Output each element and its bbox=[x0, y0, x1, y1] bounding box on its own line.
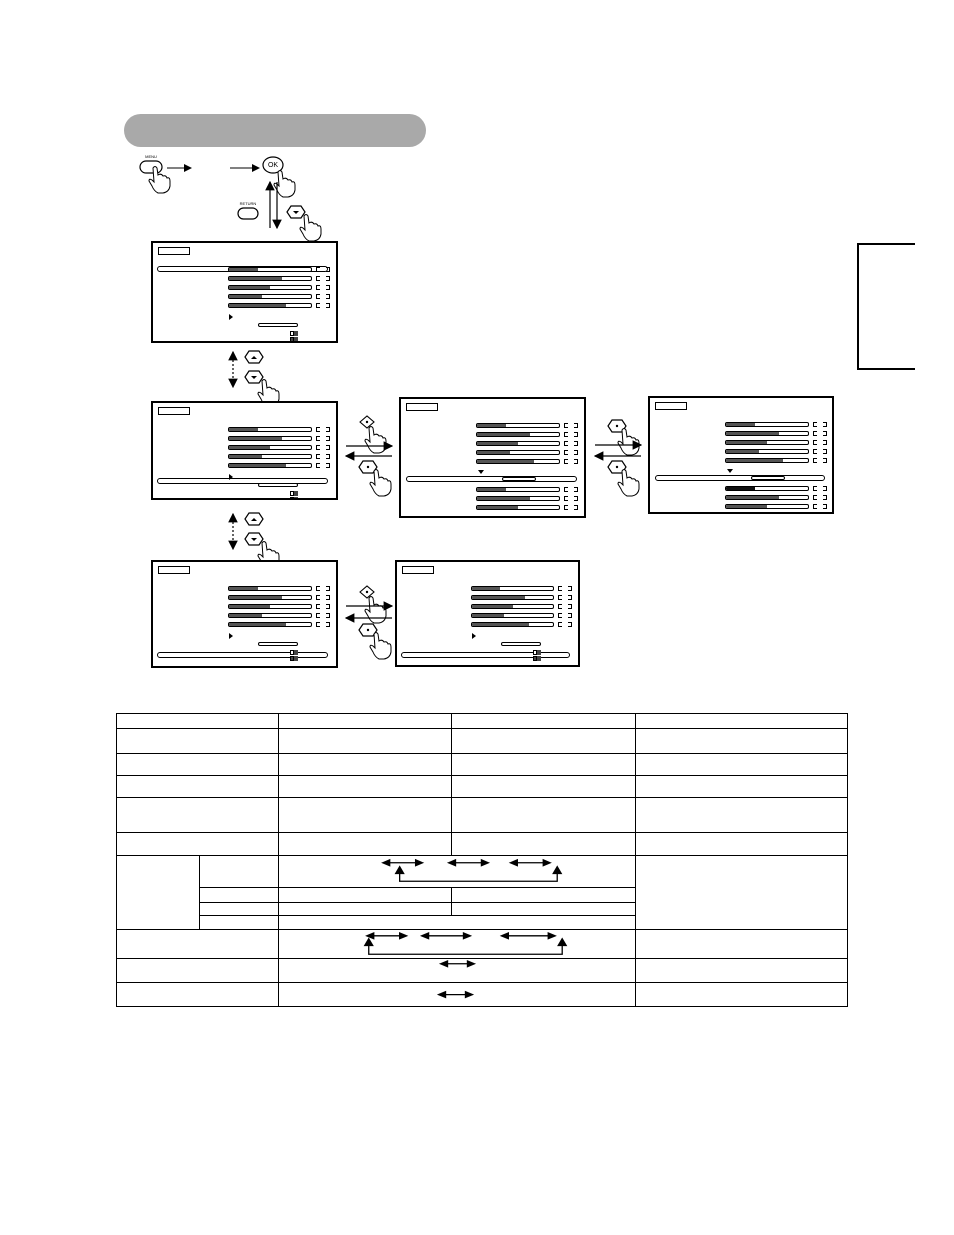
osd-bracket bbox=[813, 440, 817, 445]
table-row bbox=[117, 929, 848, 958]
osd-slider bbox=[228, 445, 312, 450]
right-arrow-icon bbox=[472, 633, 476, 639]
left-button[interactable] bbox=[359, 624, 391, 659]
cycle-arrows bbox=[279, 930, 635, 958]
osd-toggle bbox=[290, 331, 298, 336]
osd-title-tag bbox=[158, 247, 190, 255]
osd-bracket bbox=[823, 431, 827, 436]
osd-title-tag bbox=[402, 566, 434, 574]
table-cell bbox=[279, 729, 452, 754]
osd-button bbox=[751, 476, 785, 480]
table-cell bbox=[117, 798, 279, 833]
osd-slider bbox=[476, 459, 560, 464]
hand-pointer-icon bbox=[365, 597, 386, 624]
osd-slider bbox=[228, 586, 312, 591]
left-button-icon bbox=[367, 466, 369, 468]
up-button[interactable] bbox=[245, 351, 263, 363]
table-cell bbox=[117, 982, 279, 1006]
table-cell bbox=[636, 729, 848, 754]
osd-bracket bbox=[823, 504, 827, 509]
osd-bracket bbox=[568, 595, 572, 600]
osd-toggle bbox=[290, 337, 298, 342]
table-cell bbox=[279, 714, 452, 729]
osd-button bbox=[258, 642, 298, 646]
table-row bbox=[117, 714, 848, 729]
table-cell bbox=[117, 958, 279, 982]
cycle-arrows bbox=[279, 856, 635, 886]
table-row bbox=[117, 982, 848, 1006]
left-button-icon bbox=[367, 629, 369, 631]
osd-bracket bbox=[564, 432, 568, 437]
osd-bracket bbox=[326, 454, 330, 459]
osd-bracket bbox=[326, 267, 330, 272]
osd-bracket bbox=[574, 432, 578, 437]
osd-menu-1 bbox=[151, 241, 338, 343]
osd-slider bbox=[476, 496, 560, 501]
osd-bracket bbox=[574, 505, 578, 510]
table-cell bbox=[200, 856, 279, 887]
table-cell bbox=[452, 776, 636, 798]
table-cell bbox=[117, 714, 279, 729]
osd-highlight bbox=[406, 476, 577, 482]
table-cell bbox=[452, 714, 636, 729]
table-row bbox=[117, 958, 848, 982]
osd-slider bbox=[725, 495, 809, 500]
left-button[interactable] bbox=[359, 461, 391, 496]
osd-bracket bbox=[823, 440, 827, 445]
table-row bbox=[117, 833, 848, 856]
hand-pointer-icon bbox=[365, 427, 386, 454]
osd-bracket bbox=[558, 586, 562, 591]
table-cell bbox=[636, 856, 848, 929]
osd-bracket bbox=[574, 450, 578, 455]
table-cell bbox=[200, 915, 279, 929]
table-cell bbox=[279, 915, 636, 929]
osd-toggle bbox=[290, 650, 298, 655]
table-cell bbox=[452, 902, 636, 915]
osd-bracket bbox=[316, 445, 320, 450]
osd-title-tag bbox=[655, 402, 687, 410]
table-cell bbox=[279, 856, 636, 887]
left-button[interactable] bbox=[608, 461, 639, 496]
osd-bracket bbox=[564, 459, 568, 464]
osd-slider bbox=[476, 441, 560, 446]
osd-bracket bbox=[326, 622, 330, 627]
table-cell bbox=[279, 754, 452, 776]
table-cell bbox=[279, 776, 452, 798]
right-arrow-icon bbox=[229, 633, 233, 639]
osd-bracket bbox=[558, 622, 562, 627]
osd-bracket bbox=[564, 450, 568, 455]
osd-bracket bbox=[574, 496, 578, 501]
osd-bracket bbox=[813, 504, 817, 509]
table-cell bbox=[117, 754, 279, 776]
osd-slider bbox=[228, 613, 312, 618]
osd-bracket bbox=[823, 458, 827, 463]
osd-slider bbox=[725, 422, 809, 427]
table-cell bbox=[279, 929, 636, 958]
osd-bracket bbox=[568, 622, 572, 627]
return-button[interactable] bbox=[238, 201, 258, 219]
osd-bracket bbox=[326, 586, 330, 591]
table-cell bbox=[117, 776, 279, 798]
osd-slider bbox=[228, 463, 312, 468]
osd-slider bbox=[476, 423, 560, 428]
osd-toggle bbox=[290, 497, 298, 500]
table-cell bbox=[636, 714, 848, 729]
osd-bracket bbox=[326, 276, 330, 281]
osd-bracket bbox=[558, 595, 562, 600]
table-cell bbox=[452, 754, 636, 776]
osd-toggle bbox=[533, 656, 541, 661]
osd-highlight bbox=[401, 652, 570, 658]
table-cell bbox=[279, 887, 452, 902]
osd-toggle bbox=[290, 491, 298, 496]
table-cell bbox=[117, 856, 200, 929]
osd-bracket bbox=[574, 459, 578, 464]
osd-slider bbox=[228, 303, 312, 308]
osd-bracket bbox=[316, 622, 320, 627]
table-cell bbox=[636, 929, 848, 958]
table-cell bbox=[636, 776, 848, 798]
osd-bracket bbox=[316, 463, 320, 468]
right-button[interactable] bbox=[360, 416, 386, 453]
osd-bracket bbox=[316, 276, 320, 281]
osd-bracket bbox=[823, 422, 827, 427]
osd-bracket bbox=[558, 613, 562, 618]
osd-slider bbox=[228, 285, 312, 290]
osd-slider bbox=[228, 436, 312, 441]
down-button[interactable] bbox=[287, 206, 321, 241]
osd-slider bbox=[228, 604, 312, 609]
osd-button bbox=[501, 642, 541, 646]
osd-slider bbox=[228, 454, 312, 459]
table-cell bbox=[452, 798, 636, 833]
osd-menu-3 bbox=[399, 397, 586, 518]
osd-title-tag bbox=[158, 407, 190, 415]
osd-bracket bbox=[326, 303, 330, 308]
table-cell bbox=[452, 729, 636, 754]
osd-slider bbox=[476, 432, 560, 437]
osd-bracket bbox=[564, 487, 568, 492]
table-cell bbox=[636, 833, 848, 856]
osd-bracket bbox=[326, 436, 330, 441]
osd-highlight bbox=[655, 475, 825, 481]
osd-bracket bbox=[813, 495, 817, 500]
hand-pointer-icon bbox=[300, 215, 321, 242]
osd-bracket bbox=[316, 303, 320, 308]
osd-bracket bbox=[823, 449, 827, 454]
table-cell bbox=[279, 833, 452, 856]
osd-bracket bbox=[568, 613, 572, 618]
osd-bracket bbox=[568, 604, 572, 609]
osd-bracket bbox=[326, 463, 330, 468]
osd-menu-2 bbox=[151, 401, 338, 500]
up-button[interactable] bbox=[245, 513, 263, 525]
table-cell bbox=[200, 902, 279, 915]
osd-bracket bbox=[564, 441, 568, 446]
menu-button-label: MENU bbox=[145, 154, 157, 159]
osd-slider bbox=[228, 294, 312, 299]
table-cell bbox=[452, 887, 636, 902]
osd-slider bbox=[725, 449, 809, 454]
osd-bracket bbox=[316, 604, 320, 609]
osd-bracket bbox=[813, 422, 817, 427]
osd-bracket bbox=[574, 423, 578, 428]
down-arrow-icon bbox=[478, 470, 484, 474]
osd-slider bbox=[476, 450, 560, 455]
osd-bracket bbox=[823, 486, 827, 491]
osd-bracket bbox=[568, 586, 572, 591]
osd-slider bbox=[725, 504, 809, 509]
ok-button[interactable] bbox=[263, 157, 295, 197]
osd-bracket bbox=[316, 267, 320, 272]
osd-menu-5 bbox=[151, 560, 338, 668]
settings-table bbox=[116, 713, 848, 1007]
osd-bracket bbox=[823, 495, 827, 500]
osd-slider bbox=[471, 613, 554, 618]
osd-bracket bbox=[326, 294, 330, 299]
osd-bracket bbox=[558, 604, 562, 609]
osd-toggle bbox=[290, 656, 298, 661]
table-cell bbox=[452, 833, 636, 856]
osd-title-tag bbox=[406, 403, 438, 411]
osd-title-tag bbox=[158, 566, 190, 574]
osd-slider bbox=[471, 622, 554, 627]
toggle-arrow bbox=[279, 983, 635, 1006]
osd-bracket bbox=[326, 445, 330, 450]
table-cell bbox=[279, 902, 452, 915]
osd-bracket bbox=[316, 427, 320, 432]
osd-bracket bbox=[564, 496, 568, 501]
osd-slider bbox=[228, 622, 312, 627]
toggle-arrow bbox=[279, 959, 635, 982]
table-cell bbox=[279, 982, 636, 1006]
table-cell bbox=[117, 833, 279, 856]
right-button-icon bbox=[366, 591, 368, 593]
osd-slider bbox=[228, 267, 312, 272]
right-button-icon bbox=[366, 421, 368, 423]
osd-bracket bbox=[813, 431, 817, 436]
osd-bracket bbox=[316, 613, 320, 618]
osd-bracket bbox=[813, 458, 817, 463]
table-cell bbox=[636, 754, 848, 776]
osd-bracket bbox=[316, 294, 320, 299]
osd-bracket bbox=[574, 487, 578, 492]
osd-slider bbox=[471, 595, 554, 600]
osd-bracket bbox=[813, 486, 817, 491]
right-arrow-icon bbox=[229, 314, 233, 320]
table-row bbox=[117, 754, 848, 776]
ok-button-label: OK bbox=[267, 162, 279, 169]
table-row bbox=[117, 856, 848, 887]
osd-bracket bbox=[326, 595, 330, 600]
osd-slider bbox=[476, 487, 560, 492]
osd-highlight bbox=[157, 652, 328, 658]
osd-bracket bbox=[316, 436, 320, 441]
osd-slider bbox=[228, 276, 312, 281]
return-button-label: RETURN bbox=[239, 201, 257, 206]
table-cell bbox=[279, 798, 452, 833]
osd-slider bbox=[725, 440, 809, 445]
osd-button bbox=[502, 477, 536, 481]
table-cell bbox=[117, 929, 279, 958]
right-button[interactable] bbox=[608, 420, 639, 455]
table-row bbox=[117, 776, 848, 798]
table-cell bbox=[279, 958, 636, 982]
table-row bbox=[117, 798, 848, 833]
osd-bracket bbox=[316, 285, 320, 290]
osd-bracket bbox=[574, 441, 578, 446]
osd-slider bbox=[725, 486, 809, 491]
osd-bracket bbox=[564, 423, 568, 428]
osd-bracket bbox=[316, 586, 320, 591]
osd-slider bbox=[725, 458, 809, 463]
osd-menu-6 bbox=[395, 560, 580, 667]
osd-highlight bbox=[157, 478, 328, 484]
table-cell bbox=[636, 798, 848, 833]
osd-slider bbox=[471, 586, 554, 591]
osd-bracket bbox=[564, 505, 568, 510]
osd-slider bbox=[476, 505, 560, 510]
left-button-icon bbox=[616, 466, 618, 468]
osd-toggle bbox=[533, 650, 541, 655]
osd-slider bbox=[725, 431, 809, 436]
menu-button[interactable] bbox=[140, 154, 170, 193]
osd-bracket bbox=[813, 449, 817, 454]
osd-bracket bbox=[326, 604, 330, 609]
osd-bracket bbox=[326, 427, 330, 432]
osd-slider bbox=[228, 427, 312, 432]
osd-bracket bbox=[316, 454, 320, 459]
osd-bracket bbox=[326, 285, 330, 290]
osd-button bbox=[258, 323, 298, 327]
osd-slider bbox=[471, 604, 554, 609]
down-arrow-icon bbox=[727, 469, 733, 473]
osd-button bbox=[258, 483, 298, 487]
osd-bracket bbox=[326, 613, 330, 618]
osd-slider bbox=[228, 595, 312, 600]
osd-bracket bbox=[316, 595, 320, 600]
table-row bbox=[117, 729, 848, 754]
table-cell bbox=[636, 982, 848, 1006]
osd-menu-4 bbox=[648, 396, 834, 514]
table-cell bbox=[636, 958, 848, 982]
table-cell bbox=[117, 729, 279, 754]
right-button-icon bbox=[616, 425, 618, 427]
table-cell bbox=[200, 887, 279, 902]
